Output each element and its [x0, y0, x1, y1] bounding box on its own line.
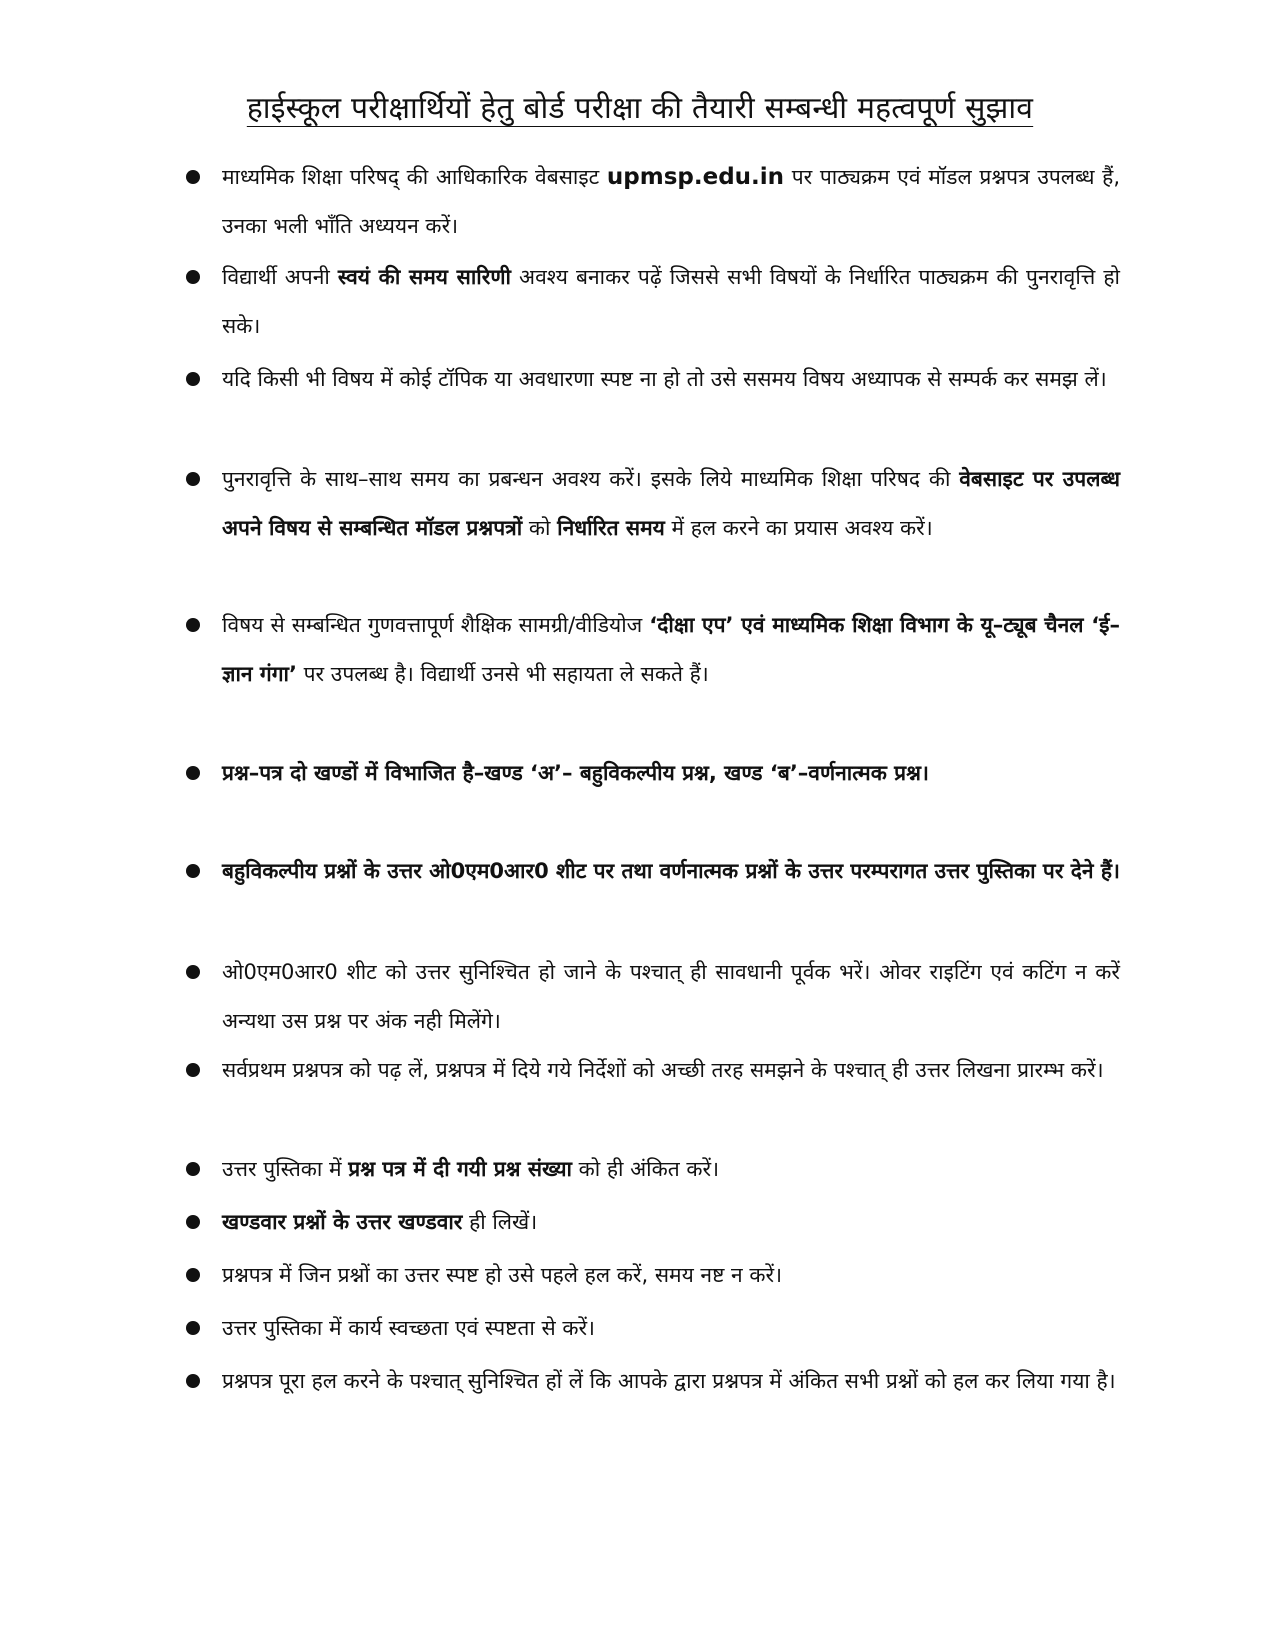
tip-text: उत्तर पुस्तिका में प्रश्न पत्र में दी गयी प्रश्न संख्या को ही अंकित करें।	[222, 1157, 720, 1181]
bullet-icon	[186, 864, 200, 878]
bullet-icon	[186, 1162, 200, 1176]
bullet-icon	[186, 170, 200, 184]
bullet-icon	[186, 270, 200, 284]
tip-text: पुनरावृत्ति के साथ–साथ समय का प्रबन्धन अवश्य करें। इसके लिये माध्यमिक शिक्षा परिषद की वेबसाइट पर उपलब्ध अपने विषय से सम्बन्धित मॉडल प्रश्नपत्रों को निर्धारित समय में हल करने का प्रयास अवश्य करें।	[222, 467, 1120, 540]
website-link[interactable]: upmsp.edu.in	[606, 164, 785, 190]
tip-text: उत्तर पुस्तिका में कार्य स्वच्छता एवं स्पष्टता से करें।	[222, 1316, 596, 1340]
bullet-icon	[186, 618, 200, 632]
tip-text: प्रश्नपत्र पूरा हल करने के पश्चात् सुनिश्चित हों लें कि आपके द्वारा प्रश्नपत्र में अंकित सभी प्रश्नों को हल कर लिया गया है।	[222, 1369, 1116, 1393]
tip-text: प्रश्न–पत्र दो खण्डों में विभाजित है–खण्ड ‘अ’– बहुविकल्पीय प्रश्न, खण्ड ‘ब’–वर्णनात्मक प्रश्न।	[222, 761, 929, 785]
tip-text: यदि किसी भी विषय में कोई टॉपिक या अवधारणा स्पष्ट ना हो तो उसे ससमय विषय अध्यापक से सम्पर्क कर समझ लें।	[222, 367, 1107, 391]
bullet-icon	[186, 1215, 200, 1229]
tip-text: खण्डवार प्रश्नों के उत्तर खण्डवार ही लिखें।	[222, 1210, 538, 1234]
bullet-icon	[186, 1268, 200, 1282]
bullet-icon	[186, 1321, 200, 1335]
tip-text: माध्यमिक शिक्षा परिषद् की आधिकारिक वेबसाइट upmsp.edu.in पर पाठ्यक्रम एवं मॉडल प्रश्नपत्र उपलब्ध हैं, उनका भली भाँति अध्ययन करें।	[222, 164, 1121, 238]
bullet-icon	[186, 1374, 200, 1388]
bullet-icon	[186, 1063, 200, 1077]
bullet-icon	[186, 965, 200, 979]
page-title: हाईस्कूल परीक्षार्थियों हेतु बोर्ड परीक्षा की तैयारी सम्बन्धी महत्वपूर्ण सुझाव	[246, 91, 1034, 126]
tip-text: विषय से सम्बन्धित गुणवत्तापूर्ण शैक्षिक सामग्री/वीडियोज ‘दीक्षा एप’ एवं माध्यमिक शिक्षा विभाग के यू–ट्यूब चैनल ‘ई–ज्ञान गंगा’ पर उपलब्ध है। विद्यार्थी उनसे भी सहायता ले सकते हैं।	[222, 613, 1120, 686]
tip-text: ओ0एम0आर0 शीट को उत्तर सुनिश्चित हो जाने के पश्चात् ही सावधानी पूर्वक भरें। ओवर राइटिंग एवं कटिंग न करें अन्यथा उस प्रश्न पर अंक नही मिलेंगे।	[222, 960, 1120, 1033]
tip-text: प्रश्नपत्र में जिन प्रश्नों का उत्तर स्पष्ट हो उसे पहले हल करें, समय नष्ट न करें।	[222, 1263, 783, 1287]
tip-text: बहुविकल्पीय प्रश्नों के उत्तर ओ0एम0आर0 शीट पर तथा वर्णनात्मक प्रश्नों के उत्तर परम्परागत उत्तर पुस्तिका पर देने हैं।	[222, 859, 1120, 883]
tip-text: सर्वप्रथम प्रश्नपत्र को पढ़ लें, प्रश्नपत्र में दिये गये निर्देशों को अच्छी तरह समझने के पश्चात् ही उत्तर लिखना प्रारम्भ करें।	[222, 1058, 1104, 1082]
bullet-icon	[186, 766, 200, 780]
tip-text: विद्यार्थी अपनी स्वयं की समय सारिणी अवश्य बनाकर पढ़ें जिससे सभी विषयों के निर्धारित पाठ्यक्रम की पुनरावृत्ति हो सके।	[222, 265, 1120, 338]
bullet-icon	[186, 472, 200, 486]
bullet-icon	[186, 372, 200, 386]
